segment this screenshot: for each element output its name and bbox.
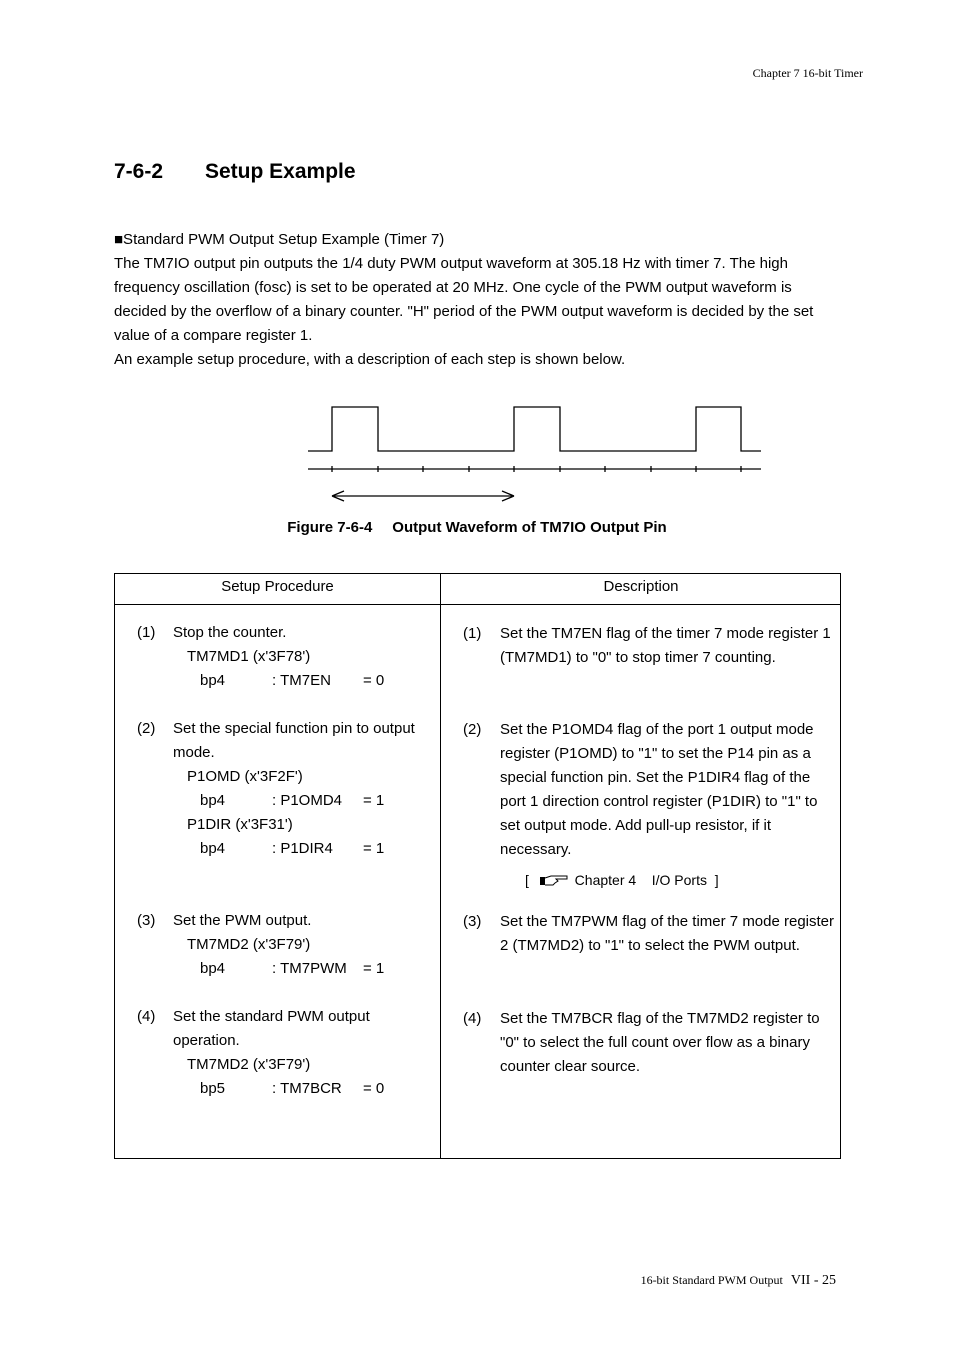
bit-position: bp4	[200, 672, 226, 689]
intro-subheading: ■Standard PWM Output Setup Example (Timer 7)	[114, 231, 445, 248]
setup-table	[114, 573, 841, 1159]
figure-title: Output Waveform of TM7IO Output Pin	[392, 519, 667, 536]
step-number: (3)	[463, 913, 482, 930]
bit-value: = 1	[363, 840, 385, 857]
bit-flag: : P1DIR4	[272, 840, 333, 857]
step-text: Stop the counter.	[173, 624, 287, 641]
register-name: TM7MD1 (x'3F78')	[187, 648, 311, 665]
page-footer	[641, 1273, 836, 1289]
description-text: Set the TM7EN flag of the timer 7 mode register 1 (TM7MD1) to "0" to stop timer 7 counting.	[500, 625, 831, 666]
bit-position: bp4	[200, 840, 226, 857]
intro-text	[114, 228, 842, 372]
bit-position: bp4	[200, 960, 226, 977]
description-text: Set the TM7PWM flag of the timer 7 mode register 2 (TM7MD2) to "1" to select the PWM output.	[500, 913, 835, 954]
bit-value: = 0	[363, 672, 385, 689]
figure-number: Figure 7-6-4	[287, 519, 373, 536]
footer-section: 16-bit Standard PWM Output	[640, 1273, 783, 1287]
column-divider	[440, 574, 441, 1158]
section-title: Setup Example	[205, 160, 356, 183]
ref-bracket-open: [	[525, 872, 529, 888]
header-divider	[115, 604, 840, 605]
intro-paragraph-1: The TM7IO output pin outputs the 1/4 duty PWM output waveform at 305.18 Hz with timer 7. The high frequency oscillation (fosc) is set to be operated at 20 MHz. One cycle of the PWM output waveform is decided by the overflow of a binary counter. "H" period of the PWM output waveform is decided by the set value of a compare register 1.	[114, 255, 814, 344]
chapter-header: Chapter 7 16-bit Timer	[752, 66, 863, 80]
step-text: Set the special function pin to output mode.	[173, 720, 415, 761]
page-number: VII - 25	[790, 1273, 836, 1288]
register-name: TM7MD2 (x'3F79')	[187, 936, 311, 953]
chapter-reference	[525, 872, 719, 888]
ref-topic: I/O Ports	[651, 872, 707, 888]
figure-caption	[0, 519, 954, 536]
ref-chapter: Chapter 4	[574, 872, 637, 888]
register-name: P1OMD (x'3F2F')	[187, 768, 303, 785]
step-number: (1)	[137, 624, 156, 641]
step-number: (2)	[463, 721, 482, 738]
bit-flag: : P1OMD4	[272, 792, 343, 809]
bit-flag: : TM7EN	[272, 672, 331, 689]
description-text: Set the TM7BCR flag of the TM7MD2 register to "0" to select the full count over flow as a binary counter clear source.	[500, 1010, 820, 1075]
step-number: (3)	[137, 912, 156, 929]
bit-value: = 1	[363, 960, 385, 977]
pwm-waveform-diagram	[300, 398, 770, 508]
register-name: P1DIR (x'3F31')	[187, 816, 293, 833]
bit-value: = 1	[363, 792, 385, 809]
step-number: (2)	[137, 720, 156, 737]
step-text: Set the standard PWM output operation.	[173, 1008, 370, 1049]
description-text: Set the P1OMD4 flag of the port 1 output mode register (P1OMD) to "1" to set the P14 pin as a special function pin. Set the P1DIR4 flag of the port 1 direction control register (P1DIR) to "1" to set output mode. Add pull-up resistor, if it necessary.	[500, 721, 818, 858]
bit-value: = 0	[363, 1080, 385, 1097]
step-text: Set the PWM output.	[173, 912, 312, 929]
step-number: (4)	[463, 1010, 482, 1027]
bit-flag: : TM7PWM	[272, 960, 347, 977]
section-heading	[114, 160, 356, 184]
pwm-waveform-trace	[308, 407, 761, 451]
step-number: (4)	[137, 1008, 156, 1025]
section-number: 7-6-2	[114, 160, 164, 183]
pointing-hand-icon	[539, 873, 569, 887]
intro-paragraph-2: An example setup procedure, with a description of each step is shown below.	[114, 351, 626, 368]
step-number: (1)	[463, 625, 482, 642]
column-header-setup-procedure: Setup Procedure	[221, 578, 334, 595]
column-header-description: Description	[603, 578, 679, 595]
bit-position: bp4	[200, 792, 226, 809]
bit-position: bp5	[200, 1080, 226, 1097]
bit-flag: : TM7BCR	[272, 1080, 342, 1097]
ref-bracket-close: ]	[714, 872, 719, 888]
register-name: TM7MD2 (x'3F79')	[187, 1056, 311, 1073]
